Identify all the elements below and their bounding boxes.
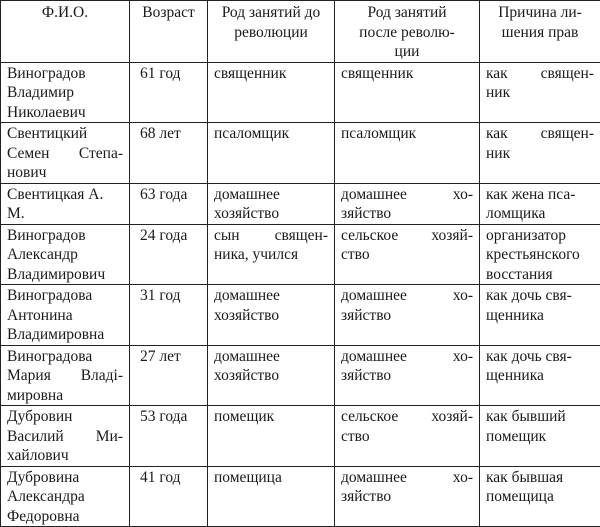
- cell-reason: как жена пса- ломщика: [480, 183, 600, 224]
- cell-occupation-before: помещик: [208, 406, 335, 467]
- cell-occupation-after: домашнее хо- зяйство: [335, 345, 480, 406]
- cell-reason: как священ- ник: [480, 62, 600, 123]
- cell-reason: как дочь свя- щенника: [480, 345, 600, 406]
- cell-occupation-after: домашнее хо- зяйство: [335, 285, 480, 346]
- header-full-name: Ф.И.О.: [1, 1, 130, 63]
- table-row: [1, 345, 600, 406]
- cell-name: Свентицкая А. М.: [1, 183, 130, 224]
- cell-occupation-before: псаломщик: [208, 123, 335, 184]
- cell-reason: как бывшая помещица: [480, 466, 600, 527]
- table-row: [1, 224, 600, 285]
- table-row: [1, 406, 600, 467]
- table-row: [1, 62, 600, 123]
- cell-name: Виноградов Владимир Николаевич: [1, 62, 130, 123]
- header-age: Возраст: [130, 1, 208, 63]
- header-row: [1, 1, 600, 63]
- cell-occupation-after: сельское хозяй- ство: [335, 224, 480, 285]
- cell-age: 63 года: [130, 183, 208, 224]
- cell-occupation-before: домашнее хозяйство: [208, 183, 335, 224]
- table-row: [1, 123, 600, 184]
- cell-age: 53 года: [130, 406, 208, 467]
- cell-reason: как священ- ник: [480, 123, 600, 184]
- cell-age: 31 год: [130, 285, 208, 346]
- header-occupation-before: Род занятий до революции: [208, 1, 335, 63]
- cell-reason: как бывший помещик: [480, 406, 600, 467]
- cell-reason: как дочь свя- щенника: [480, 285, 600, 346]
- cell-occupation-before: помещица: [208, 466, 335, 527]
- cell-name: Дубровина Александра Федоровна: [1, 466, 130, 527]
- cell-occupation-after: домашнее хо- зяйство: [335, 466, 480, 527]
- cell-occupation-after: сельское хозяй- ство: [335, 406, 480, 467]
- cell-occupation-after: домашнее хо- зяйство: [335, 183, 480, 224]
- cell-occupation-after: псаломщик: [335, 123, 480, 184]
- cell-reason: организатор крестьянского восстания: [480, 224, 600, 285]
- cell-occupation-before: священник: [208, 62, 335, 123]
- cell-age: 24 года: [130, 224, 208, 285]
- cell-name: Дубровин Василий Ми- хайлович: [1, 406, 130, 467]
- cell-name: Свентицкий Семен Степа- нович: [1, 123, 130, 184]
- cell-name: Виноградов Александр Владимирович: [1, 224, 130, 285]
- cell-age: 41 год: [130, 466, 208, 527]
- cell-occupation-before: домашнее хозяйство: [208, 345, 335, 406]
- cell-name: Виноградова Антонина Владимировна: [1, 285, 130, 346]
- cell-name: Виноградова Мария Владі- мировна: [1, 345, 130, 406]
- table-row: [1, 183, 600, 224]
- table-row: [1, 285, 600, 346]
- header-occupation-after: Род занятий после револю- ции: [335, 1, 480, 63]
- table-row: [1, 466, 600, 527]
- cell-age: 27 лет: [130, 345, 208, 406]
- cell-age: 61 год: [130, 62, 208, 123]
- cell-occupation-before: домашнее хозяйство: [208, 285, 335, 346]
- cell-occupation-after: священник: [335, 62, 480, 123]
- cell-age: 68 лет: [130, 123, 208, 184]
- cell-occupation-before: сын священ- ника, учился: [208, 224, 335, 285]
- header-reason: Причина ли- шения прав: [480, 1, 600, 63]
